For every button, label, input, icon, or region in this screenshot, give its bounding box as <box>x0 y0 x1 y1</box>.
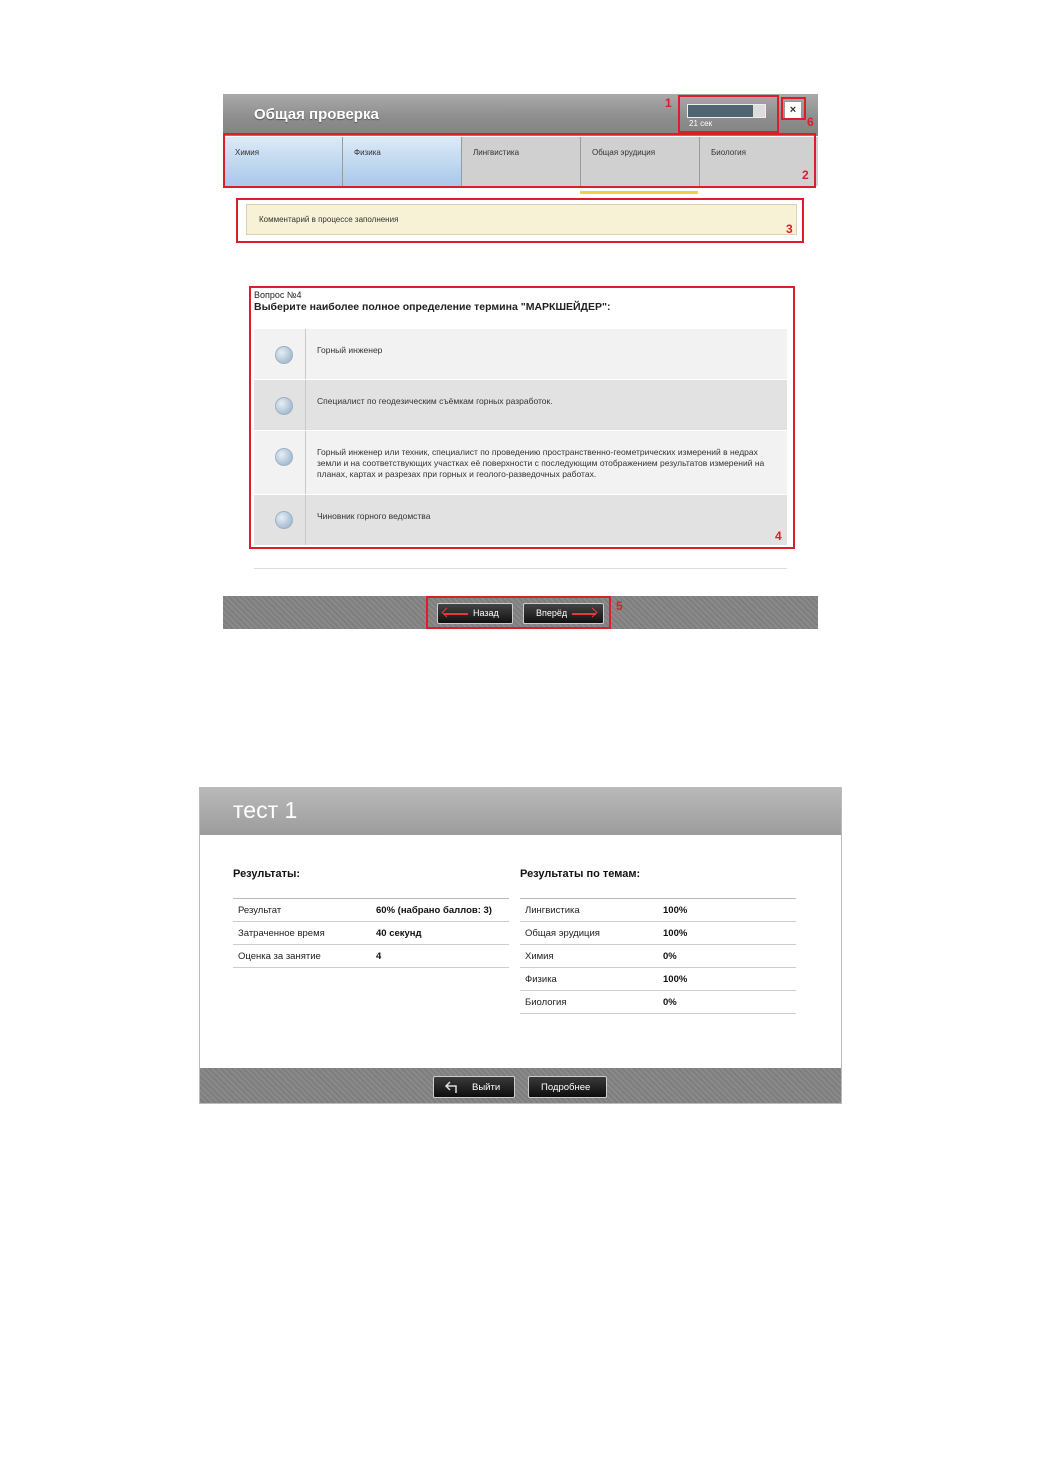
tab-chemistry[interactable] <box>223 137 342 186</box>
row-key: Химия <box>525 951 554 962</box>
tab-physics[interactable] <box>342 137 461 186</box>
row-value: 0% <box>663 951 677 962</box>
topic-table <box>520 898 796 1014</box>
results-summary <box>233 868 509 968</box>
comment-box <box>246 204 797 235</box>
tab-label: Биология <box>711 148 746 157</box>
table-row <box>233 922 509 945</box>
row-value: 4 <box>376 951 382 962</box>
arrow-left-head-icon <box>442 608 452 618</box>
row-key: Затраченное время <box>238 928 325 939</box>
tab-biology[interactable] <box>699 137 818 186</box>
table-row <box>520 991 796 1014</box>
answer-text: Специалист по геодезическим съёмкам горных разработок. <box>317 396 553 406</box>
answer-text: Чиновник горного ведомства <box>317 511 431 521</box>
tab-label: Лингвистика <box>473 148 520 157</box>
tab-divider <box>580 137 581 186</box>
tab-divider <box>699 137 700 186</box>
row-value: 100% <box>663 928 688 939</box>
close-button[interactable]: × <box>784 101 802 119</box>
answer-divider <box>305 329 306 379</box>
tab-label: Химия <box>235 148 260 157</box>
details-label: Подробнее <box>541 1082 591 1093</box>
answer-divider <box>305 380 306 430</box>
question-divider <box>254 568 787 569</box>
table-row <box>233 945 509 968</box>
topic-tabs <box>223 137 818 186</box>
timer-progress-bar <box>687 104 766 118</box>
answer-divider <box>305 495 306 545</box>
callout-number: 2 <box>802 168 809 182</box>
radio-button[interactable] <box>275 346 293 364</box>
results-action-bar <box>200 1068 841 1103</box>
timer-progress-fill <box>688 105 753 117</box>
exit-arrow-icon <box>444 1080 460 1094</box>
row-key: Общая эрудиция <box>525 928 600 939</box>
exit-button[interactable] <box>433 1076 515 1098</box>
row-key: Оценка за занятие <box>238 951 321 962</box>
quiz-header <box>223 94 818 136</box>
forward-label: Вперёд <box>536 608 568 618</box>
tab-label: Физика <box>354 148 381 157</box>
tab-general-erudition[interactable] <box>580 137 699 186</box>
timer-text: 21 сек <box>689 119 713 128</box>
radio-button[interactable] <box>275 448 293 466</box>
navigation-bar <box>223 596 818 629</box>
timer <box>681 102 767 130</box>
radio-button[interactable] <box>275 397 293 415</box>
question-block <box>254 290 787 313</box>
callout-number: 1 <box>665 96 672 110</box>
forward-button[interactable] <box>523 603 604 624</box>
row-key: Биология <box>525 997 567 1008</box>
table-row <box>233 899 509 922</box>
results-table <box>233 898 509 968</box>
tab-divider <box>342 137 343 186</box>
callout-number: 5 <box>616 599 623 613</box>
back-label: Назад <box>473 608 499 618</box>
row-value: 100% <box>663 974 688 985</box>
answer-option[interactable] <box>254 329 787 380</box>
details-button[interactable] <box>528 1076 607 1098</box>
results-title: тест 1 <box>233 797 298 823</box>
radio-button[interactable] <box>275 511 293 529</box>
answer-option[interactable] <box>254 431 787 495</box>
results-by-topic <box>520 868 796 1014</box>
quiz-title: Общая проверка <box>254 106 379 123</box>
tab-divider <box>461 137 462 186</box>
quiz-window <box>223 94 818 629</box>
callout-number: 3 <box>786 222 793 236</box>
answer-text: Горный инженер <box>317 345 383 355</box>
row-key: Результат <box>238 905 282 916</box>
row-value: 100% <box>663 905 688 916</box>
row-key: Физика <box>525 974 557 985</box>
row-value: 60% (набрано баллов: 3) <box>376 905 492 916</box>
results-heading: Результаты: <box>233 868 301 880</box>
arrow-right-head-icon <box>588 608 598 618</box>
tab-label: Общая эрудиция <box>592 148 656 157</box>
current-tab-indicator <box>580 191 698 194</box>
comment-text: Комментарий в процессе заполнения <box>259 215 399 224</box>
answer-divider <box>305 431 306 494</box>
answer-text: Горный инженер или техник, специалист по проведению пространственно-геометрических измерений в недрах земли и на соответствующих участках её поверхности с последующим отображением результатов измерений на планах, картах и разрезах при горных и геолого-разведочных работах. <box>317 447 765 479</box>
results-header <box>200 788 841 835</box>
question-text: Выберите наиболее полное определение термина "МАРКШЕЙДЕР": <box>254 301 611 313</box>
answer-option[interactable] <box>254 495 787 546</box>
callout-number: 6 <box>807 115 814 129</box>
results-window <box>199 787 842 1104</box>
results-topic-heading: Результаты по темам: <box>520 868 641 880</box>
table-row <box>520 945 796 968</box>
table-row <box>520 899 796 922</box>
tab-linguistics[interactable] <box>461 137 580 186</box>
question-number: Вопрос №4 <box>254 290 302 300</box>
back-button[interactable] <box>437 603 513 624</box>
answer-list <box>254 329 787 546</box>
table-row <box>520 922 796 945</box>
row-value: 0% <box>663 997 677 1008</box>
table-row <box>520 968 796 991</box>
exit-label: Выйти <box>472 1082 501 1093</box>
row-value: 40 секунд <box>376 928 422 939</box>
answer-option[interactable] <box>254 380 787 431</box>
row-key: Лингвистика <box>525 905 580 916</box>
callout-number: 4 <box>775 529 782 543</box>
